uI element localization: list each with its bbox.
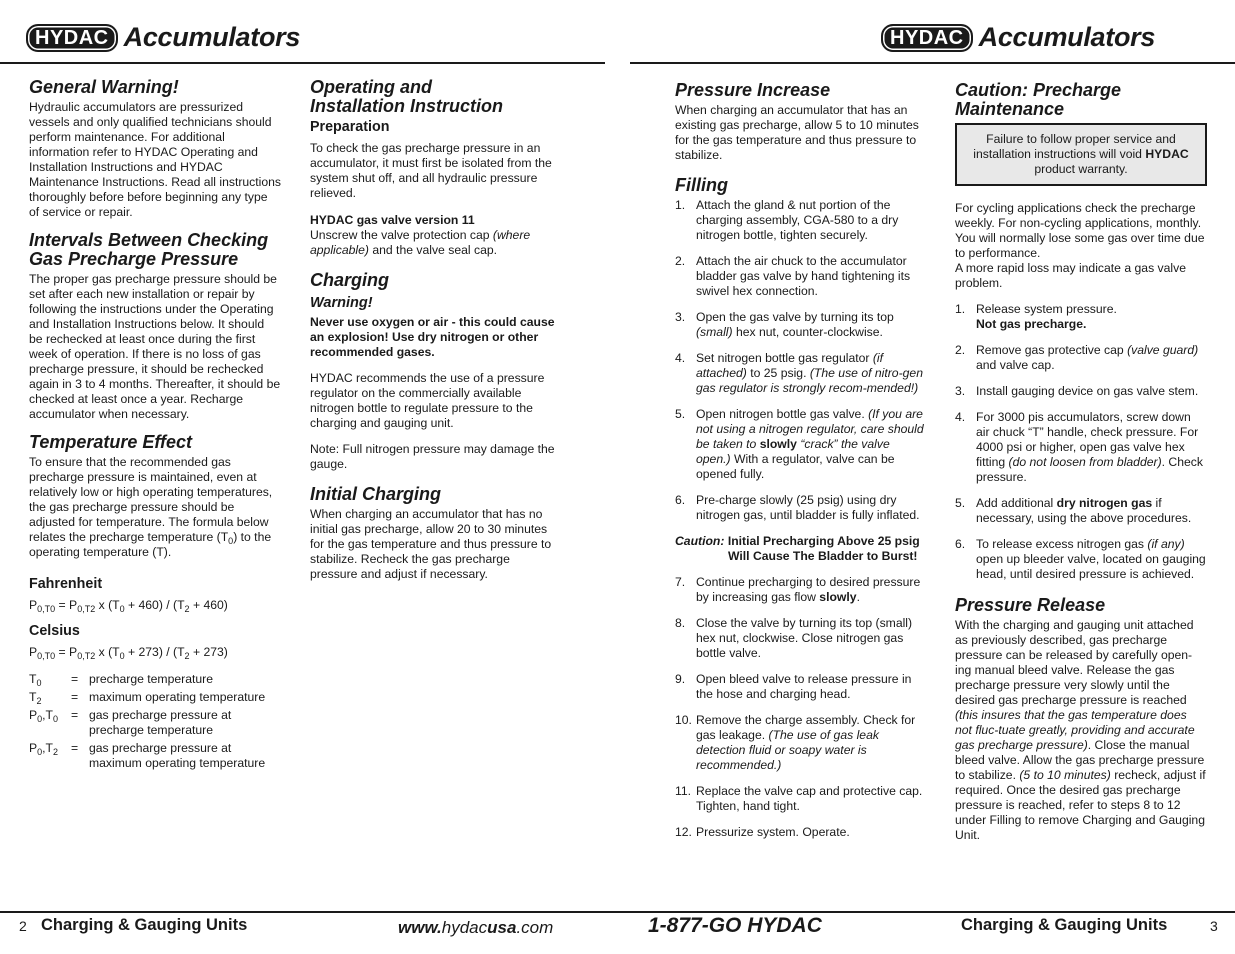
- temperature-effect-text: To ensure that the recommended gas precharge pressure is maintained, even at relatively low or high operating temperatures, the gas precharge pressure should be adjusted for temperature. The formula below relates the precharge temperature $(T_0)$ to the operating temperature (T).: [29, 455, 273, 559]
- warning-heading: Warning!: [310, 295, 373, 311]
- definition-row: $T_2$ = maximum operating temperature: [29, 690, 266, 706]
- celsius-heading: Celsius: [29, 623, 80, 639]
- preparation-heading: Preparation: [310, 119, 390, 135]
- hydac-logo: HYDAC: [881, 24, 973, 52]
- cycling-text: For cycling applications check the precharge weekly. For non-cycling applications, monthly. You will normally lose some gas over time due to performance. A more rapid loss may indicate a gas valve problem.: [955, 201, 1205, 290]
- intervals-heading: Intervals Between Checking Gas Precharge Pressure: [29, 230, 269, 269]
- list-item: 3. Install gauging device on gas valve stem.: [955, 384, 1199, 398]
- initial-charging-heading: Initial Charging: [310, 484, 442, 504]
- list-item: 2. Attach the air chuck to the accumulator bladder gas valve by hand tightening its swivel hex connection.: [675, 254, 911, 298]
- header-left: [26, 22, 300, 53]
- list-item: 3. Open the gas valve by turning its top (small) hex nut, counter-clockwise.: [675, 310, 894, 339]
- header-title: Accumulators: [978, 22, 1156, 52]
- list-item: 1. Release system pressure. Not gas precharge.: [955, 302, 1117, 331]
- gas-valve-heading: HYDAC gas valve version 11: [310, 213, 475, 227]
- temperature-effect-heading: Temperature Effect: [29, 432, 193, 452]
- intervals-text: The proper gas precharge pressure should be set after each new installation or repair by following the instructions under the Operating and Installation Instructions below. It should be rechecked at least once during the first week of operation. If there is no loss of gas precharge pressure, it should be rechecked again in 3 to 4 months. Thereafter, it should be checked at least once a year. Recharge accumulator when necessary.: [29, 272, 281, 421]
- list-item: 2. Remove gas protective cap (valve guard) and valve cap.: [955, 343, 1199, 372]
- gas-valve-text: Unscrew the valve protection cap (where applicable) and the valve seal cap.: [310, 228, 531, 257]
- symbol-definitions: [29, 672, 281, 774]
- filling-heading: Filling: [675, 175, 728, 195]
- list-item: 9. Open bleed valve to release pressure in the hose and charging head.: [675, 672, 912, 701]
- definition-row: $P_0,T_2$ = gas precharge pressure at maximum operating temperature: [29, 741, 266, 770]
- precharge-maintenance-heading: Caution: Precharge Maintenance: [955, 80, 1122, 119]
- hydac-logo: HYDAC: [26, 24, 118, 52]
- column-2: [310, 78, 560, 593]
- footer-rule: [0, 911, 1235, 913]
- pressure-release-heading: Pressure Release: [955, 595, 1106, 615]
- definition-row: $T_0$ = precharge temperature: [29, 672, 213, 688]
- general-warning-heading: General Warning!: [29, 77, 179, 97]
- list-item: 1. Attach the gland & nut portion of the charging assembly, CGA-580 to a dry nitrogen bottle, tighten securely.: [675, 198, 899, 242]
- website-link[interactable]: www.hydacusa.com: [398, 918, 554, 937]
- list-item: 5. Open nitrogen bottle gas valve. (If you are not using a nitrogen regulator, care should be taken to slowly “crack” the valve open.) With a regulator, valve can be opened fully.: [675, 407, 924, 481]
- list-item: 6. Pre-charge slowly (25 psig) using dry nitrogen gas, until bladder is fully inflated.: [675, 493, 920, 522]
- warranty-notice: Failure to follow proper service and installation instructions will void HYDAC product warranty.: [955, 123, 1207, 186]
- list-item: 10. Remove the charge assembly. Check for gas leakage. (The use of gas leak detection fluid or soapy water is recommended.): [675, 713, 916, 772]
- phone-number: 1-877-GO HYDAC: [648, 914, 822, 937]
- list-item: 7. Continue precharging to desired pressure by increasing gas flow slowly.: [675, 575, 921, 604]
- general-warning-text: Hydraulic accumulators are pressurized vessels and only qualified technicians should perform maintenance. For additional information refer to HYDAC Operating and Installation Instructions and HYDAC Maintenance Instructions. Read all instructions thoroughly before before beginning any type of service or repair.: [29, 100, 282, 219]
- definition-row: $P_0,T_0$ = gas precharge pressure at precharge temperature: [29, 708, 232, 737]
- charging-heading: Charging: [310, 270, 389, 290]
- list-item: 8. Close the valve by turning its top (small) hex nut, clockwise. Close nitrogen gas bottle valve.: [675, 616, 913, 660]
- column-4: [955, 81, 1207, 854]
- list-item: 5. Add additional dry nitrogen gas if necessary, using the above procedures.: [955, 496, 1192, 525]
- footer-title-right: Charging & Gauging Units: [961, 916, 1168, 934]
- pressure-increase-text: When charging an accumulator that has an existing gas precharge, allow 5 to 10 minutes for the gas temperature and thus pressure to stabilize.: [675, 103, 919, 162]
- fahrenheit-formula: $P_{0,T0} = P_{0,T2}$ x $(T_0 + 460) / (T_2 + 460)$: [29, 598, 228, 614]
- initial-charging-text: When charging an accumulator that has no initial gas precharge, allow 20 to 30 minutes for the gas temperature and thus pressure to stabilize. Recheck the gas precharge pressure and adjust if necessary.: [310, 507, 552, 581]
- list-item: 4. For 3000 pis accumulators, screw down air chuck “T” handle, check pressure. For 4000 psi or higher, open gas valve hex fitting (do not loosen from bladder). Check pressure.: [955, 410, 1203, 484]
- pressure-release-text: With the charging and gauging unit attached as previously described, gas precharge pressure can be released by carefully open-ing manual bleed valve. Release the gas precharge pressure very slowly until the desired gas precharge pressure is reached (this insures that the gas temperature does not fluc-tuate greatly, providing and accurate gas precharge pressure). Close the manual bleed valve. Allow the gas precharge pressure to stabilize. (5 to 10 minutes) recheck, adjust if required. Once the desired gas precharge pressure is reached, refer to steps 8 to 12 under Filling to remove Charging and Gauging Unit.: [955, 618, 1206, 842]
- caution-note: Caution: Initial Precharging Above 25 psig Will Cause The Bladder to Burst!: [675, 534, 920, 563]
- filling-steps: [675, 198, 925, 523]
- header-rule-right: [630, 62, 1235, 64]
- page-number-left: 2: [19, 918, 27, 934]
- footer-title-left: Charging & Gauging Units: [41, 916, 248, 934]
- column-3: [675, 81, 925, 851]
- operating-installation-heading: Operating and Installation Instruction: [310, 77, 504, 116]
- maintenance-steps: [955, 302, 1207, 582]
- header-title: Accumulators: [123, 22, 301, 52]
- list-item: 6. To release excess nitrogen gas (if any) open up bleeder valve, located on gauging head, until desired pressure is achieved.: [955, 537, 1206, 581]
- regulator-text: HYDAC recommends the use of a pressure regulator on the commercially available nitrogen bottle to regulate pressure to the charging and gauging unit.: [310, 371, 545, 430]
- warning-text: Never use oxygen or air - this could cause an explosion! Use dry nitrogen or other recommended gases.: [310, 315, 555, 359]
- note-text: Note: Full nitrogen pressure may damage the gauge.: [310, 442, 555, 471]
- list-item: 12. Pressurize system. Operate.: [675, 825, 850, 839]
- header-rule-left: [0, 62, 605, 64]
- page-number-right: 3: [1210, 918, 1218, 934]
- filling-steps-continued: [675, 575, 925, 840]
- header-right: [881, 22, 1155, 53]
- preparation-text: To check the gas precharge pressure in an accumulator, it must first be isolated from the system shut off, and all hydraulic pressure relieved.: [310, 141, 552, 200]
- fahrenheit-heading: Fahrenheit: [29, 576, 103, 592]
- list-item: 4. Set nitrogen bottle gas regulator (if attached) to 25 psig. (The use of nitro-gen gas regulator is strongly recom-mended!): [675, 351, 923, 395]
- column-1: [29, 78, 281, 774]
- list-item: 11. Replace the valve cap and protective cap. Tighten, hand tight.: [675, 784, 923, 813]
- celsius-formula: $P_{0,T0} = P_{0,T2}$ x $(T_0 + 273) / (T_2 + 273)$: [29, 645, 228, 661]
- pressure-increase-heading: Pressure Increase: [675, 80, 831, 100]
